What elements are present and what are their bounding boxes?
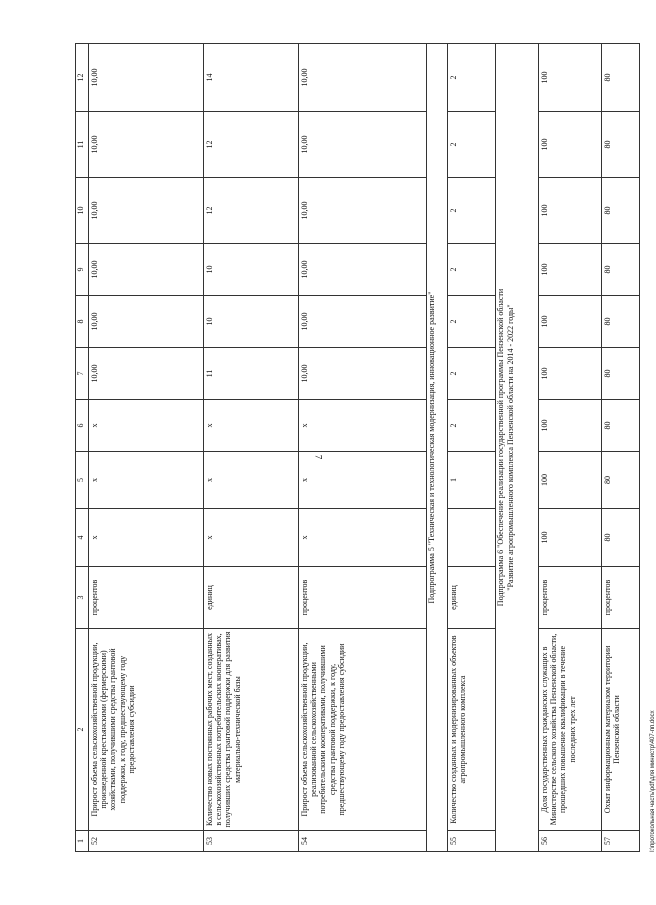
value-cell: 2: [447, 112, 495, 178]
value-cell: 100: [539, 400, 602, 452]
unit-cell: процентов: [299, 567, 427, 629]
value-cell: 10,00: [89, 244, 204, 296]
value-cell: 2: [447, 348, 495, 400]
value-cell: 80: [602, 348, 640, 400]
value-cell: 100: [539, 452, 602, 509]
value-cell: 100: [539, 509, 602, 567]
value-cell: 2: [447, 296, 495, 348]
column-number: 1: [76, 831, 89, 852]
row-number: 55: [447, 831, 495, 852]
unit-cell: единиц: [447, 567, 495, 629]
table-row: [447, 44, 495, 852]
row-number: 53: [204, 831, 299, 852]
indicator-name: Охват информационным материалом территории Пензенской области: [602, 629, 640, 831]
value-cell: 100: [539, 348, 602, 400]
value-cell: 10,00: [299, 112, 427, 178]
column-number: 2: [76, 629, 89, 831]
value-cell: 100: [539, 244, 602, 296]
value-cell: 2: [447, 44, 495, 112]
value-cell: x: [204, 400, 299, 452]
value-cell: [447, 509, 495, 567]
subprogram-title: Подпрограмма 5 "Техническая и технологическая модернизация, инновационное развитие": [427, 44, 448, 852]
value-cell: 10,00: [89, 178, 204, 244]
value-cell: 2: [447, 400, 495, 452]
value-cell: 10,00: [299, 244, 427, 296]
indicators-table: [75, 43, 640, 852]
table-body: [76, 44, 640, 852]
indicator-name: Количество новых постоянных рабочих мест, созданных в сельскохозяйственных потребительских кооперативах, получивших средства грантовой поддержки для развития материально-технической базы: [204, 629, 299, 831]
value-cell: 10,00: [299, 178, 427, 244]
value-cell: x: [204, 509, 299, 567]
value-cell: 12: [204, 112, 299, 178]
value-cell: x: [204, 452, 299, 509]
row-number: 57: [602, 831, 640, 852]
page-number: 7: [313, 454, 324, 460]
value-cell: x: [299, 400, 427, 452]
row-number: 54: [299, 831, 427, 852]
value-cell: x: [299, 509, 427, 567]
value-cell: 10,00: [89, 44, 204, 112]
subprogram-row: [495, 44, 538, 852]
unit-cell: процентов: [539, 567, 602, 629]
unit-cell: процентов: [89, 567, 204, 629]
value-cell: 80: [602, 296, 640, 348]
column-numbers-row: [76, 44, 89, 852]
value-cell: 80: [602, 400, 640, 452]
subprogram-title: Подпрограмма 6 "Обеспечение реализации государственной программы Пензенской области "Развитие агропромышленного комплекса Пензенской области на 2014 - 2022 годы": [495, 44, 538, 852]
value-cell: 12: [204, 178, 299, 244]
value-cell: 1: [447, 452, 495, 509]
table-row: [89, 44, 204, 852]
value-cell: 10,00: [89, 112, 204, 178]
row-number: 52: [89, 831, 204, 852]
value-cell: 80: [602, 44, 640, 112]
value-cell: 100: [539, 44, 602, 112]
rotated-page: [75, 44, 656, 852]
indicator-name: Количество созданных и модернизированных объектов агропромышленного комплекса: [447, 629, 495, 831]
value-cell: 80: [602, 509, 640, 567]
indicator-name: Прирост объема сельскохозяйственной продукции, реализованной сельскохозяйственными потребительскими кооперативами, получившими средства грантовой поддержки, к году, предшествующему году предоставления субсидии: [299, 629, 427, 831]
value-cell: 10,00: [299, 348, 427, 400]
row-number: 56: [539, 831, 602, 852]
column-number: 7: [76, 348, 89, 400]
unit-cell: процентов: [602, 567, 640, 629]
column-number: 8: [76, 296, 89, 348]
table-row: [204, 44, 299, 852]
value-cell: 80: [602, 112, 640, 178]
table-row: [299, 44, 427, 852]
column-number: 10: [76, 178, 89, 244]
value-cell: 80: [602, 452, 640, 509]
value-cell: 100: [539, 296, 602, 348]
value-cell: 10,00: [89, 296, 204, 348]
column-number: 9: [76, 244, 89, 296]
value-cell: 10: [204, 244, 299, 296]
value-cell: 10,00: [299, 44, 427, 112]
value-cell: x: [299, 452, 427, 509]
indicator-name: Прирост объема сельскохозяйственной продукции, произведенной крестьянскими (фермерскими) хозяйствами, получившими средства грантовой поддержки, к году, предшествующему году предоставления субсидии: [89, 629, 204, 831]
column-number: 12: [76, 44, 89, 112]
value-cell: 80: [602, 244, 640, 296]
value-cell: 14: [204, 44, 299, 112]
column-number: 4: [76, 509, 89, 567]
value-cell: 10: [204, 296, 299, 348]
value-cell: 100: [539, 178, 602, 244]
column-number: 5: [76, 452, 89, 509]
value-cell: x: [89, 400, 204, 452]
value-cell: 10,00: [89, 348, 204, 400]
value-cell: 10,00: [299, 296, 427, 348]
value-cell: 80: [602, 178, 640, 244]
file-path-footer: I:\протокольная часть\pdf\для министр\407-пп.docx: [650, 710, 656, 852]
subprogram-row: [427, 44, 448, 852]
value-cell: 2: [447, 178, 495, 244]
value-cell: 2: [447, 244, 495, 296]
value-cell: x: [89, 509, 204, 567]
column-number: 11: [76, 112, 89, 178]
column-number: 6: [76, 400, 89, 452]
value-cell: 100: [539, 112, 602, 178]
indicator-name: Доля государственных гражданских служащих в Министерстве сельского хозяйства Пензенской области, прошедших повышение квалификации в течение последних трех лет: [539, 629, 602, 831]
value-cell: 11: [204, 348, 299, 400]
unit-cell: единиц: [204, 567, 299, 629]
column-number: 3: [76, 567, 89, 629]
table-row: [602, 44, 640, 852]
value-cell: x: [89, 452, 204, 509]
table-row: [539, 44, 602, 852]
